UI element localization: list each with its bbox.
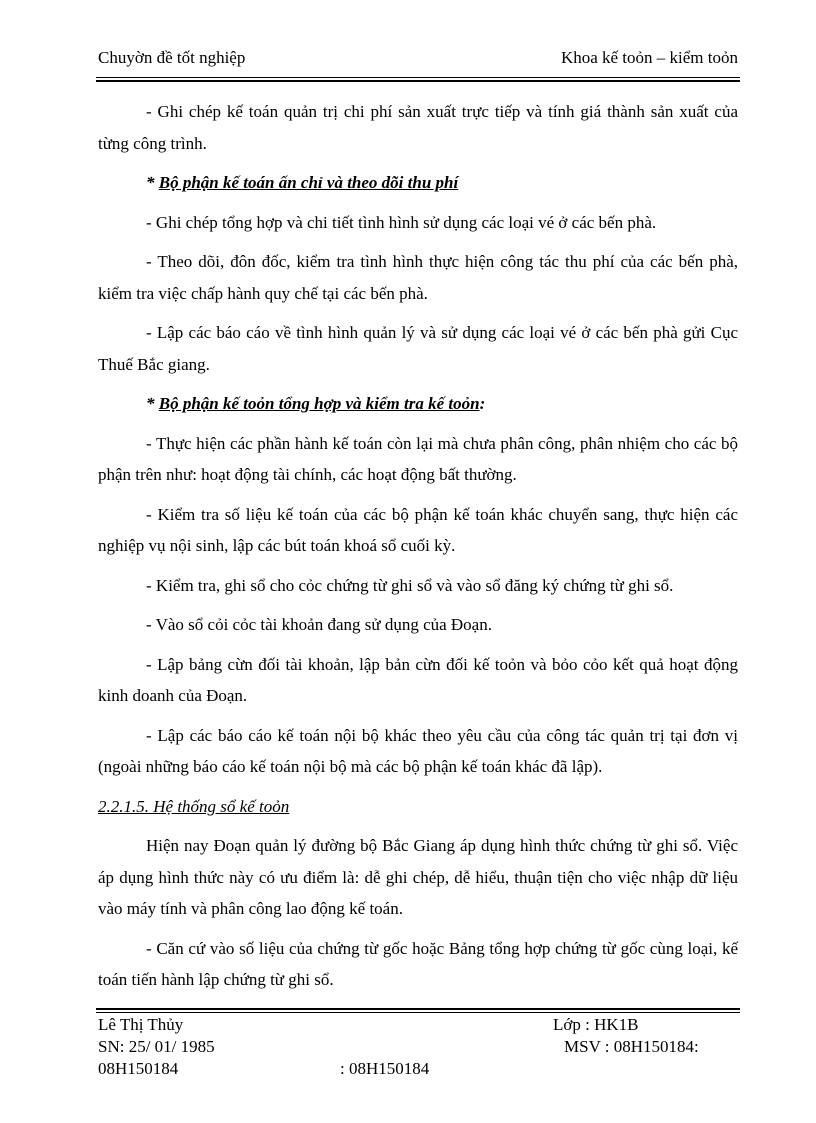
subheading-text: Bộ phận kế toán ấn chỉ và theo dõi thu phí	[158, 173, 459, 192]
paragraph: - Căn cứ vào số liệu của chứng từ gốc hoặc Bảng tổng hợp chứng từ gốc cùng loại, kế toán tiến hành lập chứng từ ghi sổ.	[98, 938, 738, 989]
paragraph: - Kiểm tra số liệu kế toán của các bộ phận kế toán khác chuyển sang, thực hiện các nghiệp vụ nội sinh, lập các bút toán khoá sổ cuối kỳ.	[98, 504, 738, 555]
date-of-birth: SN: 25/ 01/ 1985	[98, 1037, 215, 1056]
header-divider	[96, 77, 740, 78]
paragraph: - Ghi chép tổng hợp và chi tiết tình hình sử dụng các loại vé ở các bến phà.	[146, 212, 657, 232]
subheading-marker: *	[146, 394, 159, 413]
subheading-suffix: :	[479, 394, 486, 413]
subheading	[98, 388, 738, 420]
header-divider-thick	[96, 80, 740, 82]
paragraph: - Lập các báo cáo về tình hình quản lý và sử dụng các loại vé ở các bến phà gửi Cục Thuế Bắc giang.	[98, 323, 738, 374]
page-footer	[98, 1014, 738, 1080]
footer-divider-thick	[96, 1008, 740, 1010]
subheading	[98, 167, 738, 199]
subheading-text: Bộ phận kế toỏn tổng hợp và kiểm tra kế toỏn	[158, 394, 480, 413]
paragraph: - Kiểm tra, ghi sổ cho cỏc chứng từ ghi sổ và vào sổ đăng ký chứng từ ghi sổ.	[146, 575, 674, 595]
paragraph: - Theo dõi, đôn đốc, kiểm tra tình hình thực hiện công tác thu phí của các bến phà, kiểm tra việc chấp hành quy chế tại các bến phà.	[98, 252, 738, 303]
header-title-left: Chuyờn đề tốt nghiệp	[98, 48, 246, 67]
paragraph: - Ghi chép kế toán quản trị chi phí sản xuất trực tiếp và tính giá thành sản xuất của từng công trình.	[98, 102, 738, 153]
footer-divider	[96, 1012, 740, 1013]
paragraph: - Vào sổ cỏi cỏc tài khoản đang sử dụng của Đoạn.	[146, 615, 492, 634]
subheading-marker: *	[146, 173, 159, 192]
code-mid: : 08H150184	[340, 1059, 430, 1078]
paragraph: - Lập các báo cáo kế toán nội bộ khác theo yêu cầu của công tác quản trị tại đơn vị (ngoài những báo cáo kế toán nội bộ mà các bộ phận kế toán khác đã lập).	[98, 725, 738, 776]
page-header	[98, 48, 738, 72]
document-body	[98, 96, 738, 1004]
section-title: 2.2.1.5. Hệ thống sổ kế toỏn	[98, 796, 290, 816]
code-left: 08H150184	[98, 1059, 179, 1078]
author-name: Lê Thị Thủy	[98, 1015, 184, 1034]
class-label: Lớp : HK1B	[553, 1015, 639, 1034]
header-title-right: Khoa kế toỏn – kiểm toỏn	[560, 48, 738, 67]
paragraph: Hiện nay Đoạn quản lý đường bộ Bắc Giang áp dụng hình thức chứng từ ghi sổ. Việc áp dụng hình thức này có ưu điểm là: dễ ghi chép, dễ hiểu, thuận tiện cho việc nhập dữ liệu vào máy tính và phân công lao động kế toán.	[98, 836, 738, 918]
footer-row	[98, 1014, 738, 1036]
paragraph: - Thực hiện các phần hành kế toán còn lại mà chưa phân công, phân nhiệm cho các bộ phận trên như: hoạt động tài chính, các hoạt động bất thường.	[98, 433, 738, 484]
paragraph: - Lập bảng cừn đối tài khoản, lập bản cừn đối kế toỏn và bỏo cỏo kết quả hoạt động kinh doanh của Đoạn.	[98, 654, 738, 705]
footer-row	[98, 1058, 738, 1080]
student-id: MSV : 08H150184:	[564, 1037, 699, 1056]
footer-row	[98, 1036, 738, 1058]
